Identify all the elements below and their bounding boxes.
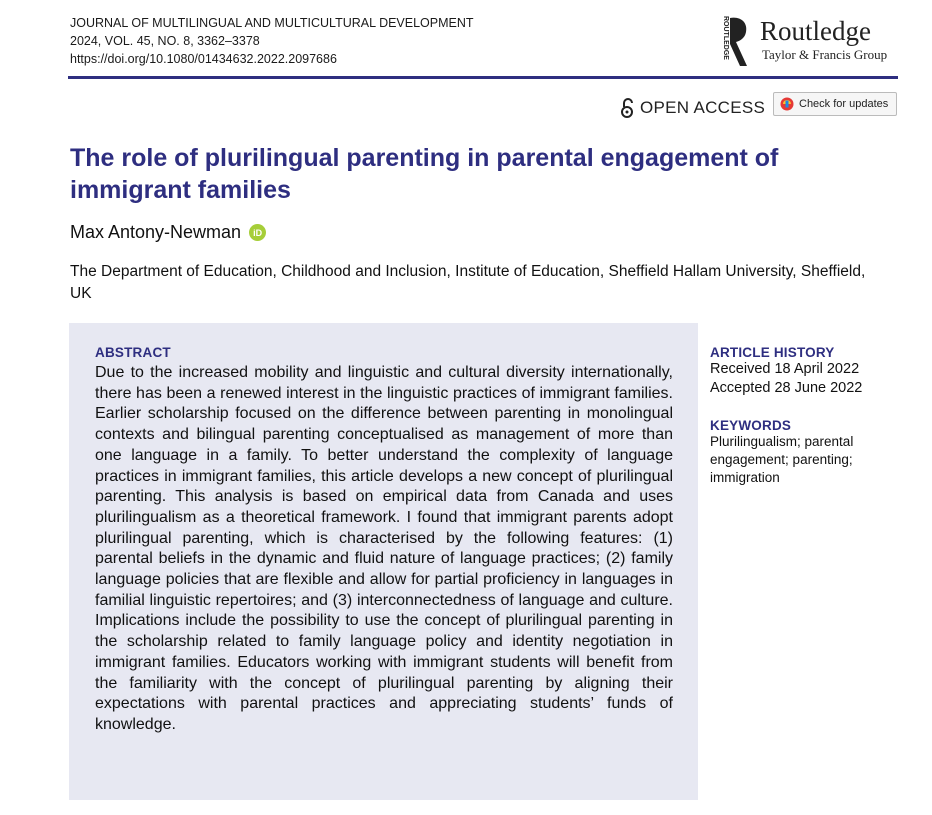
journal-issue: 2024, VOL. 45, NO. 8, 3362–3378 — [70, 34, 260, 48]
open-lock-icon — [620, 98, 634, 118]
publisher-name: Routledge — [760, 16, 871, 46]
open-access-label: OPEN ACCESS — [640, 98, 766, 117]
open-access-badge — [620, 97, 765, 119]
article-title: The role of plurilingual parenting in parental engagement of immigrant families — [70, 144, 779, 204]
article-history — [710, 345, 910, 398]
crossmark-icon — [780, 97, 794, 111]
header-divider — [68, 76, 898, 79]
svg-text:ROUTLEDGE: ROUTLEDGE — [722, 16, 729, 60]
publisher-group: Taylor & Francis Group — [762, 47, 888, 62]
author-affiliation: The Department of Education, Childhood and Inclusion, Institute of Education, Sheffield Hallam University, Sheffield, UK — [70, 263, 866, 302]
keywords-section — [710, 418, 910, 487]
abstract-heading: ABSTRACT — [95, 345, 171, 360]
journal-name: JOURNAL OF MULTILINGUAL AND MULTICULTURAL DEVELOPMENT — [70, 16, 474, 30]
article-history-heading: ARTICLE HISTORY — [710, 345, 835, 360]
abstract-panel — [69, 323, 698, 800]
received-date: Received 18 April 2022 — [710, 361, 860, 377]
doi-link[interactable]: https://doi.org/10.1080/01434632.2022.2097686 — [70, 52, 337, 66]
accepted-date: Accepted 28 June 2022 — [710, 380, 863, 396]
routledge-logo-icon — [716, 14, 750, 68]
journal-info — [70, 14, 474, 68]
author-line — [70, 222, 266, 243]
keywords-heading: KEYWORDS — [710, 418, 792, 433]
abstract-text: Due to the increased mobility and linguistic and cultural diversity internationally, there has been a renewed interest in the linguistic practices of immigrant families. Earlier scholarship focused on the difference between parenting in monolingual contexts and bilingual parenting conceptualised as management of more than one language in a family. To better understand the complexity of language practices in immigrant families, this article develops a new concept of plurilingual parenting. This analysis is based on empirical data from Canada and uses plurilingualism as a theoretical framework. I found that immigrant parents adopt plurilingual parenting, which is characterised by the following features: (1) parental beliefs in the dynamic and fluid nature of language practices; (2) family language policies that are flexible and allow for partial proficiency in languages in familial linguistic repertoires; and (3) interconnectedness of language and culture. Implications include the possibility to use the concept of plurilingual parenting in the scholarship related to family language policy and identity negotiation in immigrant families. Educators working with immigrant students will benefit from the familiarity with the concept of plurilingual parenting by aligning their expectations with parental practices and appreciating students’ funds of knowledge. — [95, 364, 673, 733]
orcid-icon[interactable]: iD — [249, 224, 266, 241]
keywords-list: Plurilingualism; parental engagement; parenting; immigration — [710, 434, 854, 485]
check-for-updates-button[interactable] — [773, 92, 897, 116]
check-for-updates-label: Check for updates — [799, 98, 889, 110]
publisher-logo[interactable] — [716, 14, 906, 70]
author-name[interactable]: Max Antony-Newman — [70, 222, 242, 242]
